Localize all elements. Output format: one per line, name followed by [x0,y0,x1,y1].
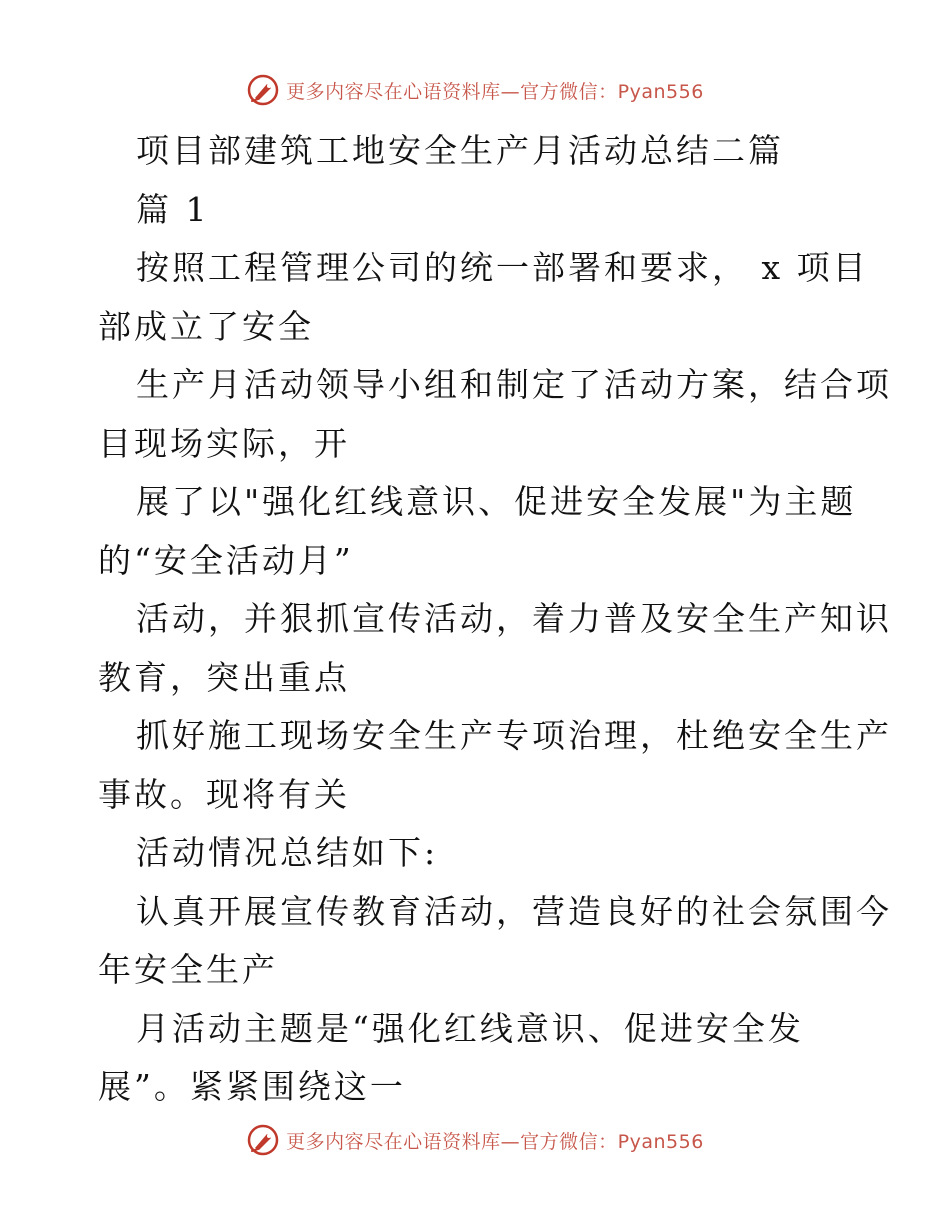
document-body [98,122,892,1117]
paragraph-line: 月活动主题是“强化红线意识、促进安全发 [136,1008,804,1048]
paragraph-line: 抓好施工现场安全生产专项治理，杜绝安全生产 [136,716,892,755]
paragraph-line: 展了以"强化红线意识、促进安全发展"为主题 [136,482,857,521]
footer-watermark-banner [0,1120,950,1160]
paragraph-line: 目现场实际，开 [98,423,350,463]
pen-nib-logo-icon [246,73,280,107]
paragraph-line: 按照工程管理公司的统一部署和要求， x 项目 [136,248,869,287]
paragraph-line: 事故。现将有关 [98,774,350,814]
pen-nib-logo-icon [246,1123,280,1157]
paragraph-line: 教育，突出重点 [98,657,350,697]
paragraph-line: 认真开展宣传教育活动，营造良好的社会氛围今 [136,891,892,931]
document-title: 项目部建筑工地安全生产月活动总结二篇 [136,131,784,170]
paragraph-line: 展”。紧紧围绕这一 [98,1067,406,1106]
paragraph-line: 生产月活动领导小组和制定了活动方案，结合项 [136,365,892,404]
paragraph-line: 的“安全活动月” [98,540,354,580]
footer-watermark-text: 更多内容尽在心语资料库—官方微信：Pyan556 [286,1130,704,1153]
header-watermark-text: 更多内容尽在心语资料库—官方微信：Pyan556 [286,80,704,103]
paragraph-line: 年安全生产 [98,950,278,989]
header-watermark-banner [0,70,950,110]
paragraph-line: 部成立了安全 [98,306,314,346]
paragraph-line: 活动情况总结如下: [136,833,439,872]
section-label: 篇 1 [136,189,210,229]
paragraph-line: 活动，并狠抓宣传活动，着力普及安全生产知识 [136,599,892,638]
